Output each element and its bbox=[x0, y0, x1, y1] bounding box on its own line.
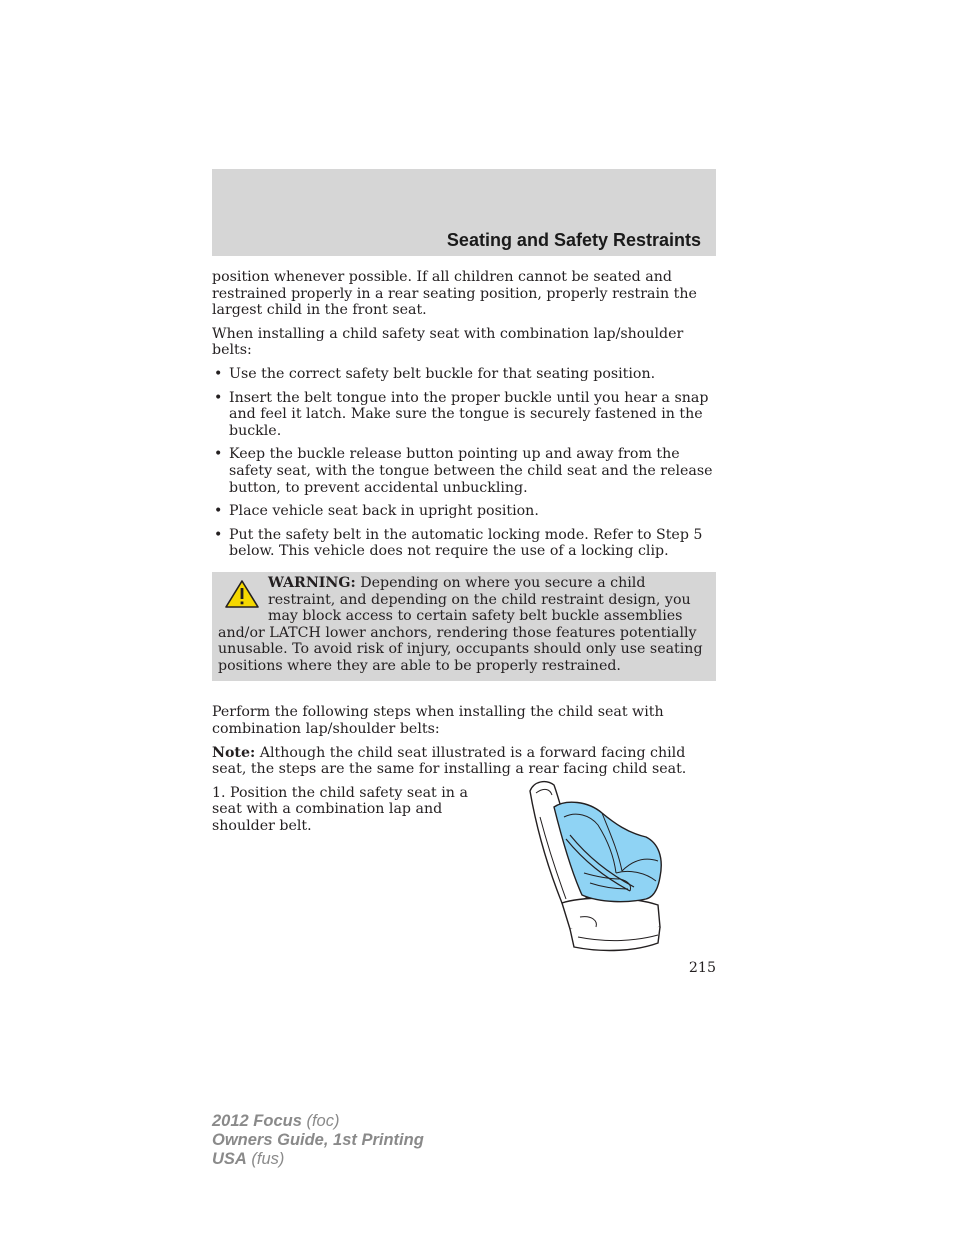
warning-text: Depending on where you secure a child restraint, and depending on the child restraint design, you may block access to certain safety belt buckle assemblies and/or LATCH lower anchors, rendering those features potentially unusable. To avoid risk of injury, occupants should only use seating positions where they are able to be properly restrained. bbox=[218, 574, 703, 674]
section-title: Seating and Safety Restraints bbox=[446, 230, 701, 250]
section-header-band bbox=[212, 169, 716, 256]
step-1-row bbox=[212, 785, 716, 961]
steps-intro-paragraph: Perform the following steps when installing the child seat with combination lap/shoulder belts: bbox=[212, 704, 664, 738]
footer-line-1: 2012 Focus (foc) bbox=[212, 1112, 340, 1130]
page-number: 215 bbox=[688, 960, 716, 976]
list-item: • Keep the buckle release button pointing up and away from the safety seat, with the tongue between the child seat and the release button, to prevent accidental unbuckling. bbox=[214, 446, 713, 496]
warning-label: WARNING: bbox=[268, 574, 356, 591]
installation-bullet-list bbox=[212, 366, 716, 560]
list-item: • Insert the belt tongue into the proper buckle until you hear a snap and feel it latch. Make sure the tongue is securely fastened in the buckle. bbox=[214, 389, 709, 439]
bullet-icon: • bbox=[214, 503, 223, 520]
list-item: • Put the safety belt in the automatic locking mode. Refer to Step 5 below. This vehicle does not require the use of a locking clip. bbox=[214, 526, 703, 560]
bullet-icon: • bbox=[214, 365, 223, 382]
warning-box bbox=[212, 572, 716, 682]
document-footer bbox=[212, 1112, 424, 1169]
note-label: Note: bbox=[212, 744, 256, 761]
intro-paragraph: position whenever possible. If all children cannot be seated and restrained properly in a rear seating position, properly restrain the largest child in the front seat. bbox=[212, 269, 697, 319]
install-intro-paragraph: When installing a child safety seat with combination lap/shoulder belts: bbox=[212, 325, 684, 359]
note-text: Although the child seat illustrated is a forward facing child seat, the steps are the same for installing a rear facing child seat. bbox=[212, 744, 687, 778]
list-item: • Use the correct safety belt buckle for that seating position. bbox=[214, 365, 656, 382]
footer-line-3: USA (fus) bbox=[212, 1150, 285, 1168]
footer-line-2: Owners Guide, 1st Printing bbox=[212, 1131, 424, 1149]
note-paragraph bbox=[212, 745, 716, 778]
bullet-icon: • bbox=[214, 446, 223, 463]
list-item: • Place vehicle seat back in upright position. bbox=[214, 503, 539, 520]
warning-triangle-icon bbox=[224, 579, 260, 609]
page-content bbox=[212, 269, 716, 961]
child-seat-illustration bbox=[518, 777, 668, 957]
step-1-text: 1. Position the child safety seat in a seat with a combination lap and shoulder belt. bbox=[212, 784, 468, 835]
bullet-icon: • bbox=[214, 389, 223, 406]
bullet-icon: • bbox=[214, 526, 223, 543]
